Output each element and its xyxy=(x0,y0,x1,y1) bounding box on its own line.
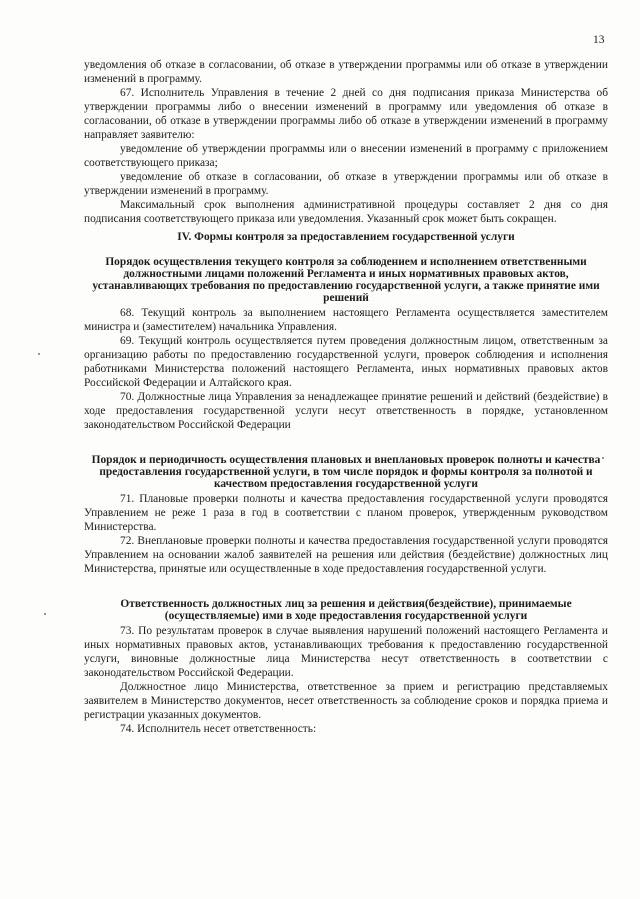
paragraph-72: 72. Внеплановые проверки полноты и качества предоставления государственной услуги проводятся Управлением на основании жалоб заявителей на решения или действия (бездействие) должностных лиц Министерства, принятые или осуществленные в ходе предоставления государственной услуги. xyxy=(84,535,608,575)
paragraph-67: 67. Исполнитель Управления в течение 2 дней со дня подписания приказа Министерства об утверждении программы либо о внесении изменений в программу или уведомления об отказе в согласовании, об отказе в утверждении программы либо об отказе в утверждении изменений в программу направляет заявителю: xyxy=(84,87,608,141)
paragraph-67-item-2: уведомление об отказе в согласовании, об отказе в утверждении программы или об отказе в утверждении изменений в программу. xyxy=(84,171,608,197)
paragraph-69: 69. Текущий контроль осуществляется путем проведения должностным лицом, ответственным за организацию работы по предоставлению государственной услуги, проверок соблюдения и исполнения работниками Министерства положений настоящего Регламента, иных нормативных правовых актов Российской Федерации и Алтайского края. xyxy=(84,335,608,389)
page-number: 13 xyxy=(593,34,605,46)
paragraph-73-second: Должностное лицо Министерства, ответственное за прием и регистрацию представляемых заявителем в Министерство документов, несет ответственность за соблюдение сроков и порядка приема и регистрации указанных документов. xyxy=(84,681,608,721)
paragraph-continued: уведомления об отказе в согласовании, об отказе в утверждении программы или об отказе в утверждении изменений в программу. xyxy=(84,59,608,85)
paragraph-71: 71. Плановые проверки полноты и качества предоставления государственной услуги проводятся Управлением не реже 1 раза в год в соответствии с планом проверок, утвержденным руководством Министерства. xyxy=(84,493,608,533)
paragraph-74: 74. Исполнитель несет ответственность: xyxy=(120,723,317,735)
paragraph-73: 73. По результатам проверок в случае выявления нарушений положений настоящего Регламента и иных нормативных правовых актов, устанавливающих требования к предоставлению государственной услуги, виновные должностные лица Министерства несут ответственность в соответствии с законодательством Российской Федерации. xyxy=(84,625,608,679)
paragraph-68: 68. Текущий контроль за выполнением настоящего Регламента осуществляется заместителем министра и (заместителем) начальника Управления. xyxy=(84,307,608,333)
section-heading-part-4: IV. Формы контроля за предоставлением государственной услуги xyxy=(177,231,515,243)
scan-speck xyxy=(38,353,40,355)
subheading-responsibility: Ответственность должностных лиц за решения и действия(бездействие), принимаемые (осуществляемые) ими в ходе предоставления государственной услуги xyxy=(120,598,572,622)
scan-speck xyxy=(44,613,46,615)
paragraph-67-deadline: Максимальный срок выполнения административной процедуры составляет 2 дня со дня подписания соответствующего приказа или уведомления. Указанный срок может быть сокращен. xyxy=(84,199,608,225)
page-body xyxy=(84,58,608,736)
subheading-current-control: Порядок осуществления текущего контроля за соблюдением и исполнением ответственными должностными лицами положений Регламента и иных нормативных правовых актов, устанавливающих требования по предоставлению государственной услуги, а также принятие ими решений xyxy=(92,256,600,304)
paragraph-67-item-1: уведомление об утверждении программы или о внесении изменений в программу с приложением соответствующего приказа; xyxy=(84,143,608,169)
subheading-checks: Порядок и периодичность осуществления плановых и внеплановых проверок полноты и качества предоставления государственной услуги, в том числе порядок и формы контроля за полнотой и качеством предоставления государственной услуги xyxy=(91,454,601,490)
paragraph-70: 70. Должностные лица Управления за ненадлежащее принятие решений и действий (бездействие) в ходе предоставления государственной услуги несут ответственность в порядке, установленном законодательством Российской Федерации xyxy=(84,391,608,431)
